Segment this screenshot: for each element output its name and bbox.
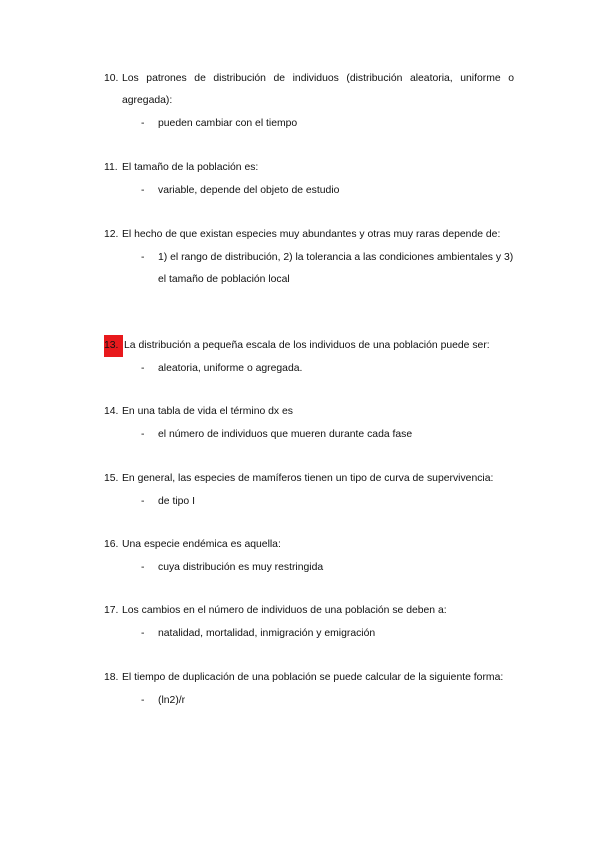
question-item: [104, 534, 514, 579]
question-item: [104, 335, 514, 380]
answer-item: [104, 491, 514, 513]
question-line: [104, 335, 514, 357]
question-text: El tiempo de duplicación de una población se puede calcular de la siguiente forma:: [122, 672, 504, 683]
question-text: Una especie endémica es aquella:: [122, 539, 281, 550]
question-line: [104, 157, 514, 179]
question-number: 15.: [104, 473, 119, 484]
question-line: [104, 600, 514, 622]
question-number: 10.: [104, 73, 119, 84]
question-number: 12.: [104, 229, 119, 240]
answer-dash: -: [141, 118, 145, 129]
answer-dash: -: [141, 695, 145, 706]
question-text: El tamaño de la población es:: [122, 162, 259, 173]
answer-text: de tipo I: [158, 496, 195, 507]
answer-dash: -: [141, 185, 145, 196]
answer-text: variable, depende del objeto de estudio: [158, 185, 340, 196]
answer-dash: -: [141, 496, 145, 507]
answer-text: cuya distribución es muy restringida: [158, 562, 324, 573]
answer-text: 1) el rango de distribución, 2) la tolerancia a las condiciones ambientales y 3) el tamaño de población local: [158, 252, 514, 285]
question-text: En una tabla de vida el término dx es: [122, 406, 293, 417]
question-item: [104, 401, 514, 446]
question-number: 11.: [104, 162, 118, 173]
question-item: [104, 667, 514, 712]
question-number-highlighted: 13.: [104, 335, 123, 357]
question-text: El hecho de que existan especies muy abundantes y otras muy raras depende de:: [122, 229, 501, 240]
answer-dash: -: [141, 628, 145, 639]
answer-item: [104, 623, 514, 645]
answer-item: [104, 358, 514, 380]
answer-dash: -: [141, 363, 145, 374]
question-line: [104, 68, 514, 112]
question-number: 18.: [104, 672, 119, 683]
answer-item: [104, 247, 514, 291]
answer-dash: -: [141, 252, 145, 263]
question-number: 17.: [104, 605, 119, 616]
question-item: [104, 600, 514, 645]
answer-text: (ln2)/r: [158, 695, 186, 706]
answer-dash: -: [141, 562, 145, 573]
question-number: 16.: [104, 539, 119, 550]
question-line: [104, 224, 514, 246]
question-item: [104, 68, 514, 135]
question-line: [104, 401, 514, 423]
answer-text: natalidad, mortalidad, inmigración y emigración: [158, 628, 376, 639]
answer-text: pueden cambiar con el tiempo: [158, 118, 298, 129]
question-text: Los patrones de distribución de individuos (distribución aleatoria, uniforme o agregada):: [122, 73, 514, 106]
answer-item: [104, 113, 514, 135]
question-item: [104, 157, 514, 202]
question-text: Los cambios en el número de individuos de una población se deben a:: [122, 605, 447, 616]
answer-text: el número de individuos que mueren durante cada fase: [158, 429, 413, 440]
question-text: La distribución a pequeña escala de los individuos de una población puede ser:: [124, 340, 490, 351]
answer-text: aleatoria, uniforme o agregada.: [158, 363, 303, 374]
answer-item: [104, 180, 514, 202]
question-number: 14.: [104, 406, 119, 417]
answer-item: [104, 424, 514, 446]
question-item: [104, 468, 514, 513]
question-line: [104, 667, 514, 689]
question-line: [104, 468, 514, 490]
answer-dash: -: [141, 429, 145, 440]
answer-item: [104, 690, 514, 712]
question-item: [104, 224, 514, 291]
question-text: En general, las especies de mamíferos tienen un tipo de curva de supervivencia:: [122, 473, 494, 484]
question-line: [104, 534, 514, 556]
answer-item: [104, 557, 514, 579]
